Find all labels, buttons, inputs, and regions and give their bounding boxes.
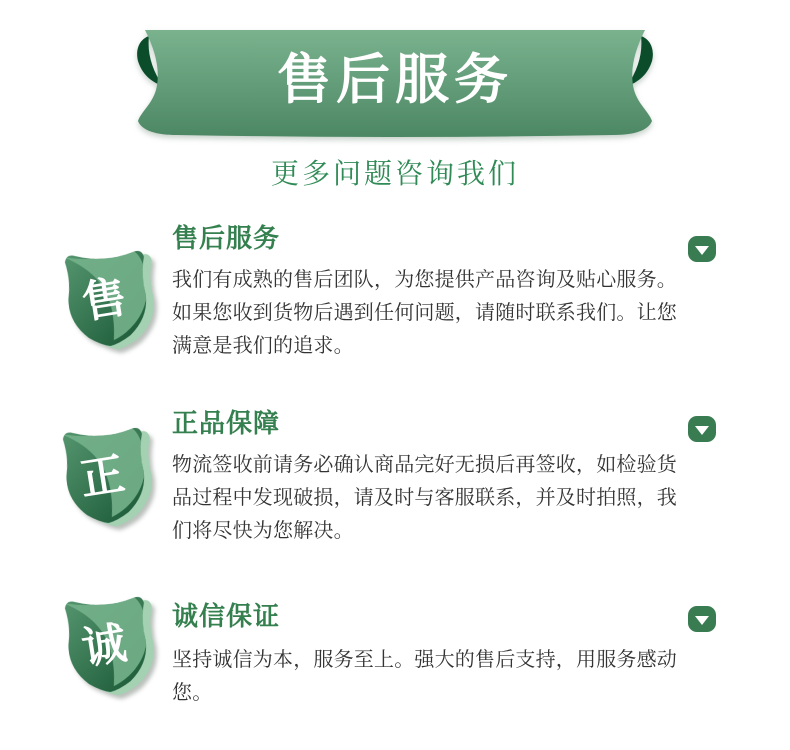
shield-badge-genuine	[54, 417, 159, 534]
chevron-down-icon	[695, 246, 709, 255]
section-title-integrity: 诚信保证	[172, 601, 281, 631]
shield-badge-char: 诚	[78, 618, 130, 674]
shield-badge-aftersales	[56, 240, 161, 357]
body-line: 如果您收到货物后遇到任何问题，请随时联系我们。让您	[172, 302, 677, 324]
section-body-genuine	[172, 449, 692, 548]
shield-badge-integrity	[56, 586, 161, 703]
body-line: 坚持诚信为本，服务至上。强大的售后支持，用服务感动	[172, 649, 677, 671]
chevron-down-icon	[695, 616, 709, 625]
expand-arrow-button-genuine[interactable]	[688, 416, 716, 442]
body-line: 们将尽快为您解决。	[172, 520, 354, 542]
body-line: 品过程中发现破损，请及时与客服联系，并及时拍照，我	[172, 487, 677, 509]
expand-arrow-button-integrity[interactable]	[688, 606, 716, 632]
shield-badge-char: 售	[78, 272, 130, 328]
section-body-aftersales	[172, 264, 692, 363]
body-line: 物流签收前请务必确认商品完好无损后再签收，如检验货	[172, 454, 677, 476]
shield-badge-char: 正	[76, 449, 128, 505]
body-line: 我们有成熟的售后团队，为您提供产品咨询及贴心服务。	[172, 269, 677, 291]
section-body-integrity	[172, 644, 692, 710]
chevron-down-icon	[695, 426, 709, 435]
section-title-aftersales: 售后服务	[172, 223, 281, 253]
expand-arrow-button-aftersales[interactable]	[688, 236, 716, 262]
body-line: 您。	[172, 682, 213, 704]
body-line: 满意是我们的追求。	[172, 335, 354, 357]
section-title-genuine: 正品保障	[172, 408, 281, 438]
page-subtitle: 更多问题咨询我们	[270, 158, 519, 189]
page-title: 售后服务	[277, 50, 513, 110]
ribbon-banner	[135, 26, 655, 144]
